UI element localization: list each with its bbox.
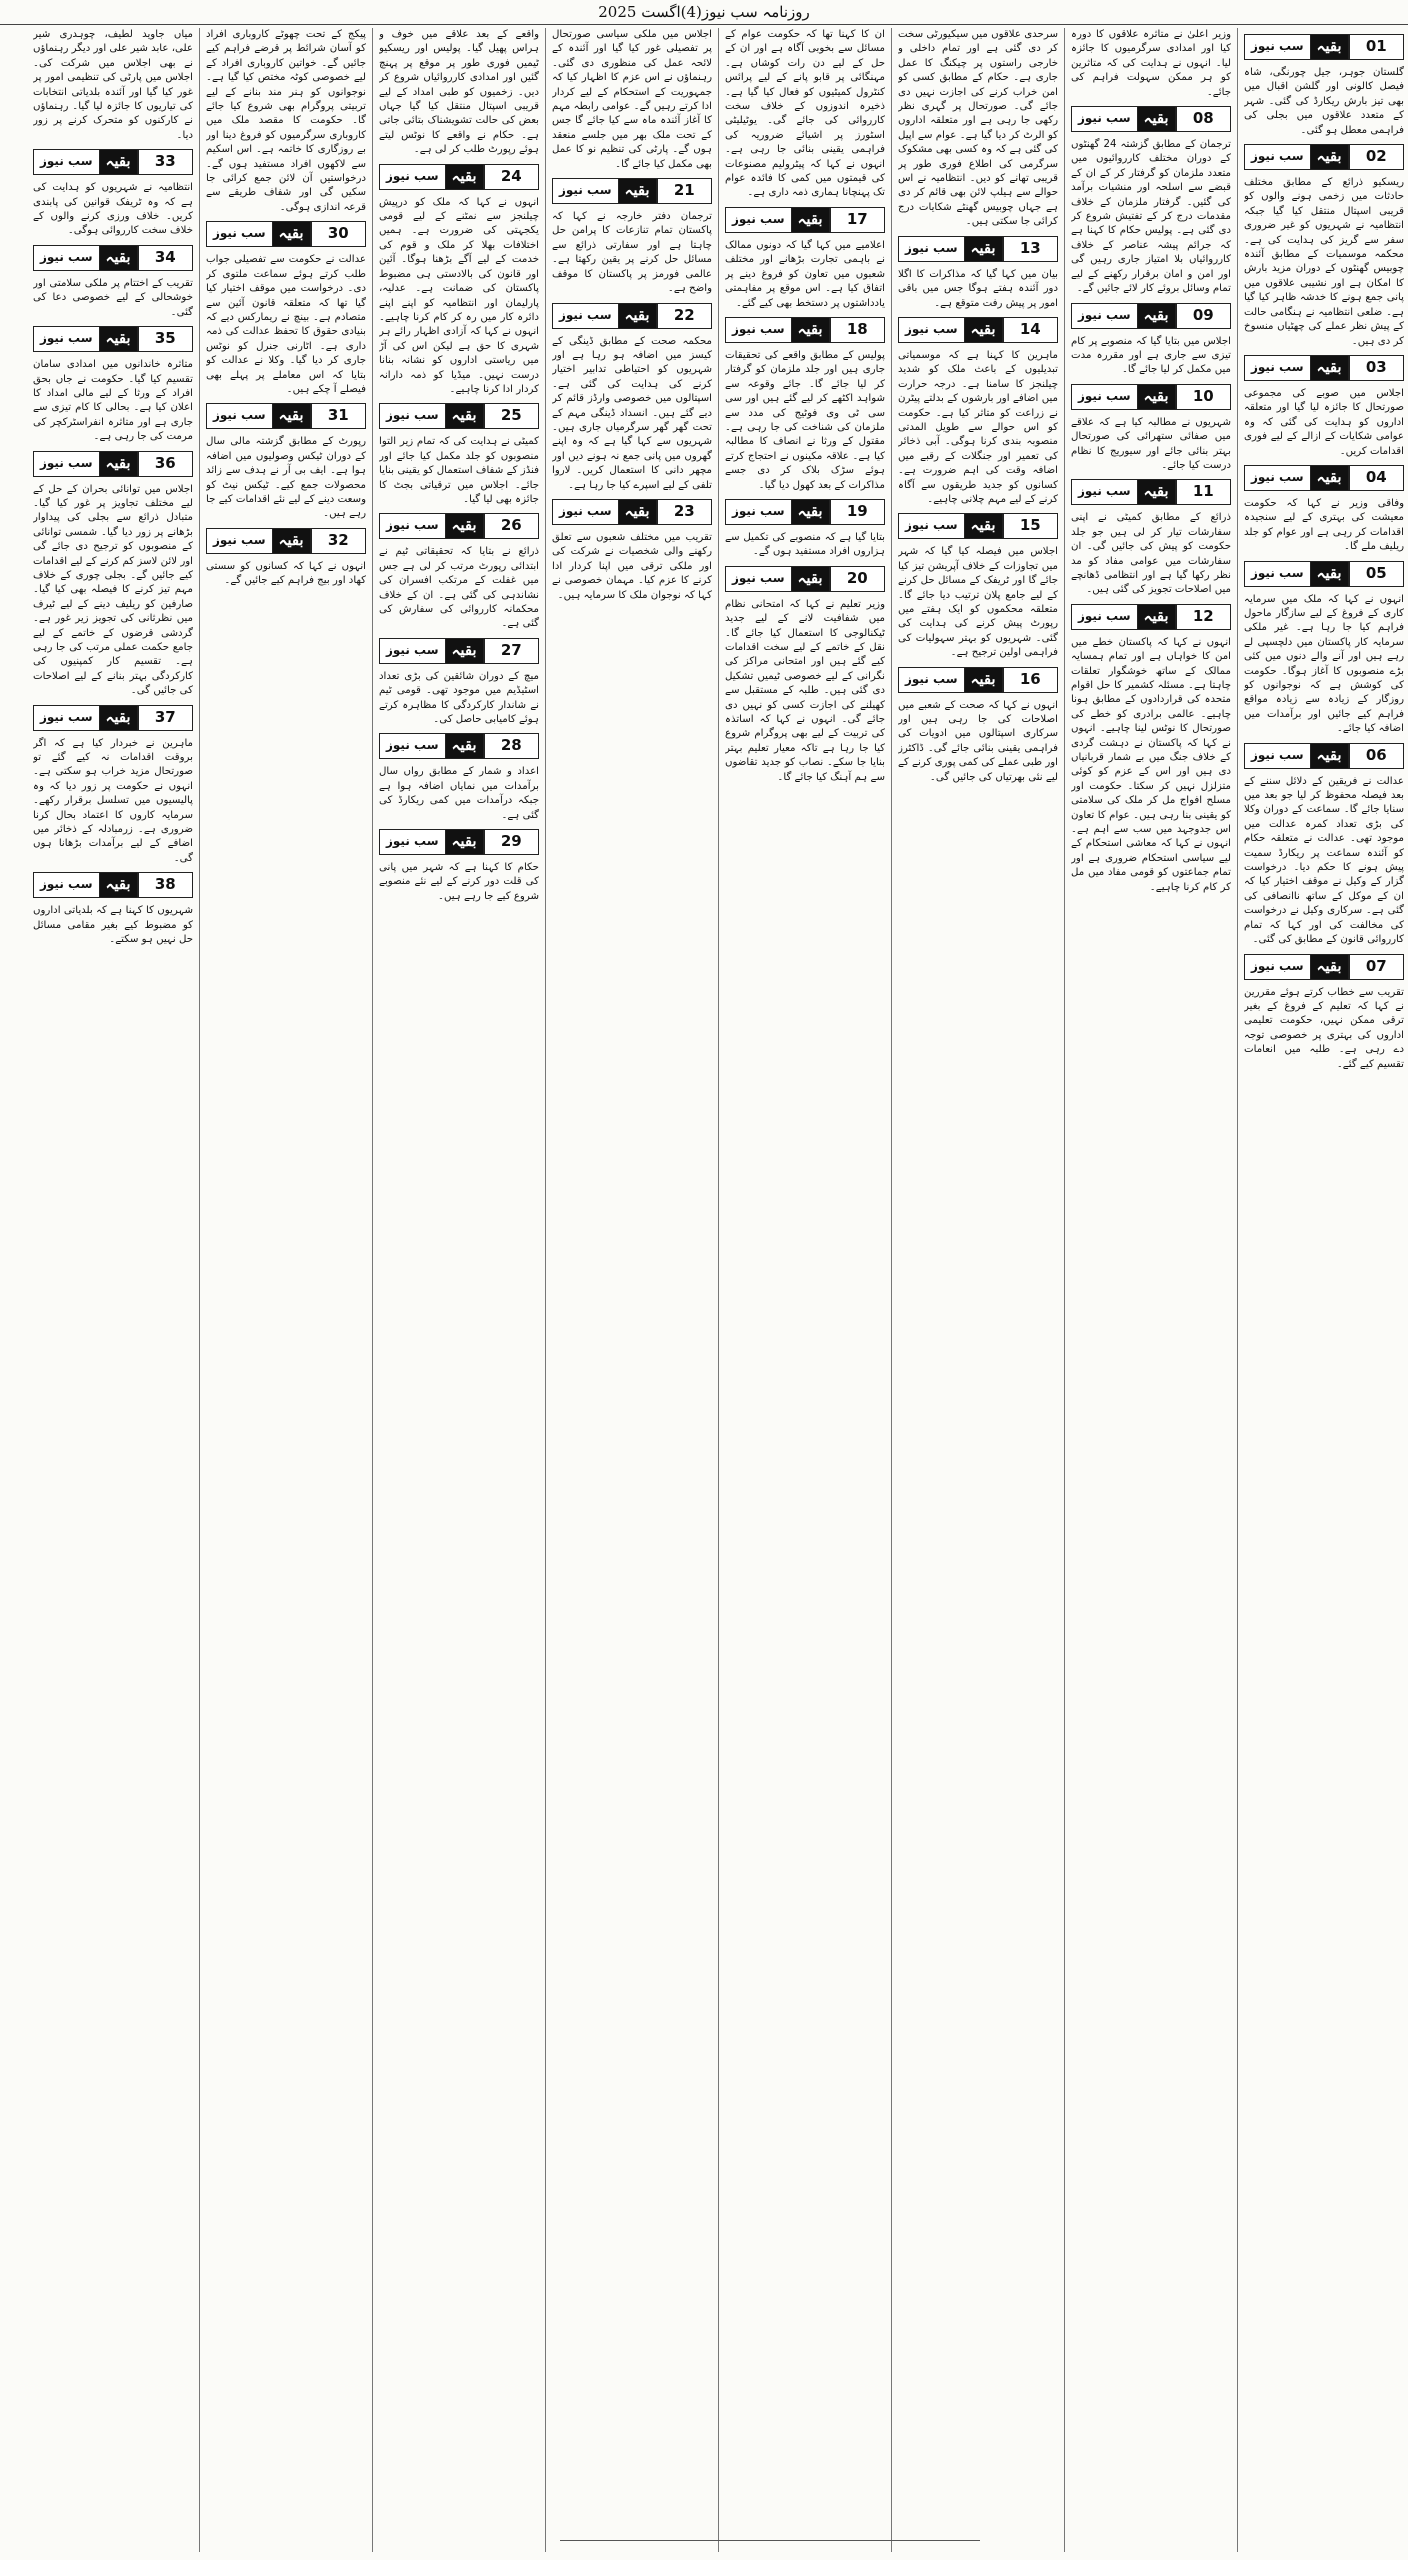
article-text: انہوں نے کہا کہ کسانوں کو سستی کھاد اور بیج فراہم کیے جائیں گے۔ [206,560,366,587]
baqiya-label: بقیہ [446,734,483,758]
baqiya-label: بقیہ [1311,356,1348,380]
article-text: گلستان جوہر، جیل چورنگی، شاہ فیصل کالونی اور گلشن اقبال میں بھی تیز بارش ریکارڈ کی گئی۔ شہر کے متعدد علاقوں میں بجلی کی فراہمی معطل ہو گئی۔ [1244,67,1404,136]
continuation-number: 32 [311,528,366,554]
brand-label: سب نیوز [207,529,273,553]
footer-rule [560,2540,980,2557]
continuation-number: 09 [1176,303,1231,329]
continuation-box [725,566,885,592]
column-divider [545,28,546,2552]
continuation-number: 12 [1176,604,1231,630]
baqiya-logo [552,499,657,525]
baqiya-label: بقیہ [965,668,1002,692]
column-2 [1071,28,1231,2552]
brand-label: سب نیوز [899,318,965,342]
article-text: پولیس کے مطابق واقعے کی تحقیقات جاری ہیں اور جلد ملزمان کو گرفتار کر لیا جائے گا۔ جائے وقوعہ سے شواہد اکٹھے کر لیے گئے ہیں اور سی سی ٹی وی فوٹیج کی مدد سے ملزمان کی شناخت کی جا رہی ہے۔ مقتول کے ورثا نے انصاف کا مطالبہ کیا ہے۔ علاقہ مکینوں نے احتجاج کرتے ہوئے سڑک بلاک کر دی جسے مذاکرات کے بعد کھول دیا گیا۔ [725,349,885,491]
baqiya-label: بقیہ [100,873,137,897]
continuation-box [898,513,1058,539]
baqiya-logo [33,326,138,352]
baqiya-logo [898,317,1003,343]
column-3 [898,28,1058,2552]
baqiya-label: بقیہ [100,150,137,174]
baqiya-logo [1244,355,1349,381]
continuation-number: 17 [830,207,885,233]
article-text: ماہرین نے خبردار کیا ہے کہ اگر بروقت اقدامات نہ کیے گئے تو صورتحال مزید خراب ہو سکتی ہے۔ انہوں نے حکومت پر زور دیا کہ وہ پالیسیوں میں تسلسل برقرار رکھے۔ سرمایہ کاروں کا اعتماد بحال کرنا ضروری ہے۔ زرمبادلہ کے ذخائر میں اضافے کے لیے برآمدات بڑھانا ہوں گی۔ [33,737,193,864]
article-text: پیکج کے تحت چھوٹے کاروباری افراد کو آسان شرائط پر قرضے فراہم کیے جائیں گے۔ خواتین کاروباری افراد کے لیے خصوصی کوٹہ مختص کیا گیا ہے۔ نوجوانوں کو ہنر مند بنانے کے لیے تربیتی پروگرام بھی شروع کیا جائے گا۔ حکومت کا مقصد ملک میں کاروباری سرگرمیوں کو فروغ دینا اور بے روزگاری کا خاتمہ ہے۔ اس اسکیم سے لاکھوں افراد مستفید ہوں گے۔ درخواستیں آن لائن جمع کرائی جا سکیں گی اور شفاف طریقے سے قرعہ اندازی ہوگی۔ [206,29,366,213]
continuation-number: 10 [1176,384,1231,410]
continuation-box [1244,144,1404,170]
brand-label: سب نیوز [34,327,100,351]
article-text: عدالت نے حکومت سے تفصیلی جواب طلب کرتے ہوئے سماعت ملتوی کر دی۔ درخواست میں موقف اختیار کیا گیا تھا کہ متعلقہ قانون آئین سے متصادم ہے۔ بینچ نے ریمارکس دیے کہ بنیادی حقوق کا تحفظ عدالت کی ذمہ داری ہے۔ اٹارنی جنرل کو نوٹس جاری کر دیا گیا۔ وکلا نے عدالت کو بتایا کہ اس معاملے پر پہلے بھی فیصلے آ چکے ہیں۔ [206,254,366,395]
continuation-box [1071,106,1231,132]
baqiya-logo [1244,34,1349,60]
continuation-number: 15 [1003,513,1058,539]
baqiya-logo [552,178,657,204]
baqiya-logo [552,303,657,329]
article-text: اعداد و شمار کے مطابق رواں سال برآمدات میں نمایاں اضافہ ہوا ہے جبکہ درآمدات میں کمی ریکارڈ کی گئی ہے۔ [379,766,539,821]
brand-label: سب نیوز [380,734,446,758]
article-text: انتظامیہ نے شہریوں کو ہدایت کی ہے کہ وہ ٹریفک قوانین کی پابندی کریں۔ خلاف ورزی کرنے والوں کے خلاف سخت کارروائی ہوگی۔ [33,182,193,237]
baqiya-logo [1244,561,1349,587]
brand-label: سب نیوز [34,150,100,174]
baqiya-logo [725,566,830,592]
brand-label: سب نیوز [899,237,965,261]
baqiya-label: بقیہ [446,404,483,428]
continuation-box [1244,561,1404,587]
baqiya-label: بقیہ [1138,480,1175,504]
baqiya-label: بقیہ [446,639,483,663]
continuation-box [379,829,539,855]
continuation-number: 35 [138,326,193,352]
baqiya-label: بقیہ [446,165,483,189]
continuation-box [379,638,539,664]
baqiya-logo [206,403,311,429]
continuation-box [206,221,366,247]
baqiya-logo [33,872,138,898]
brand-label: سب نیوز [380,165,446,189]
column-divider [1237,28,1238,2552]
continuation-number: 38 [138,872,193,898]
continuation-number: 30 [311,221,366,247]
article-text: میاں جاوید لطیف، چوہدری شیر علی، عابد شیر علی اور دیگر رہنماؤں نے بھی اجلاس میں شرکت کی۔ اجلاس میں پارٹی کی تنظیمی امور پر غور کیا گیا اور آئندہ بلدیاتی انتخابات کی تیاریوں کا جائزہ لیا گیا۔ رہنماؤں نے کارکنوں کو متحرک کرنے پر زور دیا۔ [33,29,193,141]
article-text: بتایا گیا ہے کہ منصوبے کی تکمیل سے ہزاروں افراد مستفید ہوں گے۔ [725,531,885,558]
column-4 [725,28,885,2552]
baqiya-logo [725,499,830,525]
brand-label: سب نیوز [380,514,446,538]
article-text: وفاقی وزیر نے کہا کہ حکومت معیشت کی بہتری کے لیے سنجیدہ اقدامات کر رہی ہے اور عوام کو جلد ریلیف ملے گا۔ [1244,497,1404,553]
brand-label: سب نیوز [1245,955,1311,979]
baqiya-label: بقیہ [965,514,1002,538]
article-text: تقریب میں مختلف شعبوں سے تعلق رکھنے والی شخصیات نے شرکت کی اور ملکی ترقی میں اپنا کردار ادا کرنے کا عزم کیا۔ مہمان خصوصی نے کہا کہ نوجوان ملک کا سرمایہ ہیں۔ [552,531,712,601]
continuation-box [898,667,1058,693]
brand-label: سب نیوز [380,404,446,428]
continuation-box [33,705,193,731]
article-text: انہوں نے کہا کہ پاکستان خطے میں امن کا خواہاں ہے اور تمام ہمسایہ ممالک کے ساتھ خوشگوار تعلقات چاہتا ہے۔ مسئلہ کشمیر کا حل اقوام متحدہ کی قراردادوں کے مطابق ہونا چاہیے۔ عالمی برادری کو خطے کی صورتحال کا نوٹس لینا چاہیے۔ انہوں نے کہا کہ پاکستان نے دہشت گردی کے خلاف جنگ میں بے شمار قربانیاں دی ہیں اور اس کے عزم کو کوئی متزلزل نہیں کر سکتا۔ حکومت اور مسلح افواج مل کر ملک کی سلامتی کو یقینی بنا رہی ہیں۔ عوام کا تعاون اس جدوجہد میں سب سے اہم ہے۔ انہوں نے کہا کہ معاشی استحکام کے لیے سیاسی استحکام ضروری ہے اور تمام جماعتوں کو قومی مفاد میں مل کر کام کرنا چاہیے۔ [1071,636,1231,893]
baqiya-logo [1071,479,1176,505]
article-text: ذرائع نے بتایا کہ تحقیقاتی ٹیم نے ابتدائی رپورٹ مرتب کر لی ہے جس میں غفلت کے مرتکب افسران کی نشاندہی کی گئی ہے۔ ان کے خلاف محکمانہ کارروائی کی سفارش کی گئی ہے۔ [379,546,539,630]
continuation-number: 24 [484,164,539,190]
baqiya-label: بقیہ [1311,35,1348,59]
continuation-box [1071,384,1231,410]
baqiya-logo [1071,604,1176,630]
article-text: ان کا کہنا تھا کہ حکومت عوام کے مسائل سے بخوبی آگاہ ہے اور ان کے حل کے لیے دن رات کوشاں ہے۔ مہنگائی پر قابو پانے کے لیے پرائس کنٹرول کمیٹیوں کو فعال کیا گیا ہے۔ ذخیرہ اندوزوں کے خلاف سخت کارروائی کی جائے گی۔ یوٹیلیٹی اسٹورز پر اشیائے ضروریہ کی فراہمی یقینی بنائی جا رہی ہے۔ انہوں نے کہا کہ پیٹرولیم مصنوعات کی قیمتوں میں کمی کا فائدہ عوام تک پہنچانا ہماری ذمہ داری ہے۔ [725,29,885,199]
continuation-box [898,236,1058,262]
baqiya-logo [33,705,138,731]
brand-label: سب نیوز [1072,385,1138,409]
baqiya-logo [379,513,484,539]
baqiya-logo [1244,144,1349,170]
baqiya-label: بقیہ [619,500,656,524]
baqiya-logo [1244,954,1349,980]
brand-label: سب نیوز [1072,605,1138,629]
baqiya-label: بقیہ [446,514,483,538]
continuation-box [552,499,712,525]
article-text: تقریب سے خطاب کرتے ہوئے مقررین نے کہا کہ تعلیم کے فروغ کے بغیر ترقی ممکن نہیں، حکومت تعلیمی اداروں کی بہتری پر خصوصی توجہ دے رہی ہے۔ طلبہ میں انعامات تقسیم کیے گئے۔ [1244,986,1404,1070]
baqiya-label: بقیہ [1138,107,1175,131]
brand-label: سب نیوز [1245,562,1311,586]
continuation-number: 08 [1176,106,1231,132]
article-text: متاثرہ خاندانوں میں امدادی سامان تقسیم کیا گیا۔ حکومت نے جاں بحق افراد کے ورثا کے لیے مالی امداد کا اعلان کیا ہے۔ بحالی کا کام تیزی سے جاری ہے اور متاثرہ انفراسٹرکچر کی مرمت کی جا رہی ہے۔ [33,359,193,443]
continuation-number: 11 [1176,479,1231,505]
baqiya-logo [898,236,1003,262]
brand-label: سب نیوز [726,208,792,232]
continuation-box [379,403,539,429]
baqiya-logo [33,245,138,271]
column-7 [206,28,366,2552]
continuation-box [1071,604,1231,630]
continuation-number: 20 [830,566,885,592]
continuation-number: 16 [1003,667,1058,693]
baqiya-label: بقیہ [792,208,829,232]
brand-label: سب نیوز [1072,304,1138,328]
baqiya-logo [33,149,138,175]
continuation-number: 27 [484,638,539,664]
baqiya-label: بقیہ [100,706,137,730]
continuation-number: 07 [1349,954,1404,980]
baqiya-label: بقیہ [792,318,829,342]
baqiya-label: بقیہ [446,830,483,854]
brand-label: سب نیوز [380,639,446,663]
continuation-number: 26 [484,513,539,539]
baqiya-label: بقیہ [1138,605,1175,629]
brand-label: سب نیوز [34,246,100,270]
brand-label: سب نیوز [207,222,273,246]
baqiya-label: بقیہ [965,318,1002,342]
brand-label: سب نیوز [553,304,619,328]
baqiya-label: بقیہ [100,452,137,476]
baqiya-logo [1071,106,1176,132]
brand-label: سب نیوز [1072,107,1138,131]
continuation-box [725,317,885,343]
continuation-box [33,149,193,175]
continuation-number: 13 [1003,236,1058,262]
article-text: ریسکیو ذرائع کے مطابق مختلف حادثات میں زخمی ہونے والوں کو قریبی اسپتال منتقل کیا گیا جبکہ انتظامیہ نے شہریوں کو غیر ضروری سفر سے گریز کی ہدایت کی ہے۔ محکمہ موسمیات کے مطابق آئندہ چوبیس گھنٹوں کے دوران مزید بارش کا امکان ہے اور نشیبی علاقوں میں پانی جمع ہونے کا خدشہ ظاہر کیا گیا ہے۔ ضلعی انتظامیہ نے ہنگامی حالت کے پیش نظر عملے کی چھٹیاں منسوخ کر دی ہیں۔ [1244,177,1404,347]
article-text: اجلاس میں فیصلہ کیا گیا کہ شہر میں تجاوزات کے خلاف آپریشن تیز کیا جائے گا اور ٹریفک کے مسائل حل کرنے کے لیے جامع پلان ترتیب دیا جائے گا۔ متعلقہ محکموں کو ایک ہفتے میں رپورٹ پیش کرنے کی ہدایت کی گئی۔ شہریوں کو بہتر سہولیات کی فراہمی اولین ترجیح ہے۔ [898,546,1058,659]
baqiya-logo [206,221,311,247]
continuation-box [1071,479,1231,505]
continuation-box [1244,954,1404,980]
continuation-box [1244,743,1404,769]
baqiya-logo [379,829,484,855]
continuation-box [552,178,712,204]
continuation-box [1244,465,1404,491]
brand-label: سب نیوز [1245,466,1311,490]
continuation-number: 05 [1349,561,1404,587]
baqiya-logo [1071,384,1176,410]
brand-label: سب نیوز [899,668,965,692]
continuation-box [379,733,539,759]
brand-label: سب نیوز [380,830,446,854]
article-text: رپورٹ کے مطابق گزشتہ مالی سال کے دوران ٹیکس وصولیوں میں اضافہ ہوا ہے۔ ایف بی آر نے ہدف سے زائد محصولات جمع کیے۔ ٹیکس نیٹ کو وسعت دینے کے لیے نئے اقدامات کیے جا رہے ہیں۔ [206,436,366,520]
continuation-box [898,317,1058,343]
baqiya-label: بقیہ [792,500,829,524]
baqiya-label: بقیہ [1311,466,1348,490]
continuation-number: 25 [484,403,539,429]
article-text: بیان میں کہا گیا کہ مذاکرات کا اگلا دور آئندہ ہفتے ہوگا جس میں باقی امور پر پیش رفت متوقع ہے۔ [898,268,1058,309]
brand-label: سب نیوز [726,500,792,524]
baqiya-label: بقیہ [1138,304,1175,328]
brand-label: سب نیوز [726,318,792,342]
brand-label: سب نیوز [553,500,619,524]
baqiya-label: بقیہ [1311,145,1348,169]
article-text: انہوں نے کہا کہ صحت کے شعبے میں اصلاحات کی جا رہی ہیں اور سرکاری اسپتالوں میں ادویات کی فراہمی یقینی بنائی جائے گی۔ ڈاکٹرز اور طبی عملے کی کمی پوری کرنے کے لیے نئی بھرتیاں کی جائیں گی۔ [898,699,1058,783]
article-text: ترجمان دفتر خارجہ نے کہا کہ پاکستان تمام تنازعات کا پرامن حل چاہتا ہے اور سفارتی ذرائع سے مسائل حل کرنے پر یقین رکھتا ہے۔ عالمی فورمز پر پاکستان کا موقف واضح ہے۔ [552,211,712,295]
article-text: عدالت نے فریقین کے دلائل سننے کے بعد فیصلہ محفوظ کر لیا جو بعد میں سنایا جائے گا۔ سماعت کے دوران وکلا کی بڑی تعداد کمرہ عدالت میں موجود تھی۔ عدالت نے متعلقہ حکام کو آئندہ سماعت پر ریکارڈ سمیت پیش ہونے کا حکم دیا۔ درخواست گزار کے وکیل نے موقف اختیار کیا کہ ان کے موکل کے ساتھ ناانصافی کی گئی ہے۔ سرکاری وکیل نے درخواست کی مخالفت کی اور کہا کہ تمام کارروائی قانون کے مطابق کی گئی۔ [1244,775,1404,946]
baqiya-label: بقیہ [273,222,310,246]
baqiya-logo [33,451,138,477]
column-8 [33,28,193,2552]
brand-label: سب نیوز [1245,356,1311,380]
brand-label: سب نیوز [553,179,619,203]
baqiya-label: بقیہ [100,327,137,351]
continuation-number: 19 [830,499,885,525]
masthead-title: روزنامہ سب نیوز(4)اگست 2025 [0,0,1408,25]
article-text: واقعے کے بعد علاقے میں خوف و ہراس پھیل گیا۔ پولیس اور ریسکیو ٹیمیں فوری طور پر موقع پر پہنچ گئیں اور امدادی کارروائیاں شروع کر دیں۔ زخمیوں کو طبی امداد کے لیے قریبی اسپتال منتقل کیا گیا جہاں بعض کی حالت تشویشناک بتائی جاتی ہے۔ حکام نے واقعے کا نوٹس لیتے ہوئے رپورٹ طلب کر لی ہے۔ [379,29,539,156]
article-text: اجلاس میں توانائی بحران کے حل کے لیے مختلف تجاویز پر غور کیا گیا۔ متبادل ذرائع سے بجلی کی پیداوار بڑھانے پر زور دیا گیا۔ شمسی توانائی کے منصوبوں کو ترجیح دی جائے گی اور لائن لاسز کم کرنے کے لیے اقدامات کیے جائیں گے۔ بجلی چوری کے خلاف مہم تیز کرنے کا فیصلہ بھی کیا گیا۔ صارفین کو ریلیف دینے کے لیے ٹیرف میں نظرثانی کی تجویز زیر غور ہے۔ گردشی قرضوں کے خاتمے کے لیے جامع حکمت عملی مرتب کی جا رہی ہے۔ تقسیم کار کمپنیوں کی کارکردگی بہتر بنانے کے لیے اصلاحات کی جائیں گی۔ [33,483,193,697]
article-text: شہریوں نے مطالبہ کیا ہے کہ علاقے میں صفائی ستھرائی کی صورتحال بہتر بنائی جائے اور سیوریج کا نظام درست کیا جائے۔ [1071,416,1231,471]
continuation-box [33,326,193,352]
continuation-box [379,513,539,539]
article-text: سرحدی علاقوں میں سیکیورٹی سخت کر دی گئی ہے اور تمام داخلی و خارجی راستوں پر چیکنگ کا عمل جاری ہے۔ حکام کے مطابق کسی کو امن خراب کرنے کی اجازت نہیں دی جائے گی۔ صورتحال پر گہری نظر رکھی جا رہی ہے اور متعلقہ اداروں کو الرٹ کر دیا گیا ہے۔ عوام سے اپیل کی گئی ہے کہ وہ کسی بھی مشکوک سرگرمی کی اطلاع فوری طور پر قریبی تھانے کو دیں۔ انتظامیہ نے اس حوالے سے ہیلپ لائن بھی قائم کر دی ہے جہاں چوبیس گھنٹے شکایات درج کرائی جا سکتی ہیں۔ [898,29,1058,228]
continuation-number: 03 [1349,355,1404,381]
article-text: انہوں نے کہا کہ ملک کو درپیش چیلنجز سے نمٹنے کے لیے قومی یکجہتی کی ضرورت ہے۔ ہمیں اختلافات بھلا کر ملک و قوم کی خدمت کے لیے آگے بڑھنا ہوگا۔ آئین اور قانون کی بالادستی ہی مضبوط پاکستان کی ضمانت ہے۔ عدلیہ، پارلیمان اور انتظامیہ کو اپنے اپنے دائرہ کار میں رہ کر کام کرنا چاہیے۔ انہوں نے کہا کہ آزادی اظہار رائے ہر شہری کا حق ہے لیکن اس کی آڑ میں ریاستی اداروں کو نشانہ بنانا درست نہیں۔ میڈیا کو ذمہ دارانہ کردار ادا کرنا چاہیے۔ [379,196,539,395]
continuation-number: 31 [311,403,366,429]
baqiya-label: بقیہ [619,179,656,203]
continuation-number: 29 [484,829,539,855]
brand-label: سب نیوز [34,452,100,476]
brand-label: سب نیوز [899,514,965,538]
brand-label: سب نیوز [1245,744,1311,768]
column-5 [552,28,712,2552]
article-text: اجلاس میں بتایا گیا کہ منصوبے پر کام تیزی سے جاری ہے اور مقررہ مدت میں مکمل کر لیا جائے گا۔ [1071,335,1231,376]
continuation-number: 36 [138,451,193,477]
continuation-number: 21 [657,178,712,204]
continuation-box [725,499,885,525]
column-divider [1064,28,1065,2552]
continuation-number: 18 [830,317,885,343]
brand-label: سب نیوز [34,706,100,730]
continuation-number: 01 [1349,34,1404,60]
baqiya-logo [379,164,484,190]
continuation-box [33,245,193,271]
baqiya-logo [1071,303,1176,329]
continuation-box [552,303,712,329]
baqiya-label: بقیہ [273,529,310,553]
brand-label: سب نیوز [34,873,100,897]
column-1 [1244,28,1404,2552]
continuation-number: 02 [1349,144,1404,170]
article-text: شہریوں کا کہنا ہے کہ بلدیاتی اداروں کو مضبوط کیے بغیر مقامی مسائل حل نہیں ہو سکتے۔ [33,905,193,946]
baqiya-label: بقیہ [100,246,137,270]
article-text: محکمہ صحت کے مطابق ڈینگی کے کیسز میں اضافہ ہو رہا ہے اور شہریوں کو احتیاطی تدابیر اختیار کرنے کی ہدایت کی گئی ہے۔ اسپتالوں میں خصوصی وارڈز قائم کر دیے گئے ہیں۔ انسداد ڈینگی مہم کے تحت گھر گھر سرگرمیاں جاری ہیں۔ شہریوں سے کہا گیا ہے کہ وہ اپنے گھروں میں پانی جمع نہ ہونے دیں اور مچھر دانی کا استعمال کریں۔ لاروا تلفی کے لیے اسپرے کیا جا رہا ہے۔ [552,335,712,491]
brand-label: سب نیوز [207,404,273,428]
article-text: وزیر اعلیٰ نے متاثرہ علاقوں کا دورہ کیا اور امدادی سرگرمیوں کا جائزہ لیا۔ انہوں نے ہدایت کی کہ متاثرین کو ہر ممکن سہولت فراہم کی جائے۔ [1071,29,1231,98]
baqiya-logo [379,638,484,664]
continuation-number: 04 [1349,465,1404,491]
continuation-number: 34 [138,245,193,271]
continuation-box [206,528,366,554]
article-text: ذرائع کے مطابق کمیٹی نے اپنی سفارشات تیار کر لی ہیں جو جلد حکومت کو پیش کی جائیں گی۔ ان سفارشات میں عوامی مفاد کو مد نظر رکھا گیا ہے اور انتظامی ڈھانچے میں اصلاحات تجویز کی گئی ہیں۔ [1071,512,1231,596]
baqiya-logo [206,528,311,554]
baqiya-label: بقیہ [1138,385,1175,409]
baqiya-logo [725,207,830,233]
brand-label: سب نیوز [1245,35,1311,59]
brand-label: سب نیوز [726,567,792,591]
column-divider [199,28,200,2552]
baqiya-logo [898,667,1003,693]
article-text: اجلاس میں صوبے کی مجموعی صورتحال کا جائزہ لیا گیا اور متعلقہ اداروں کو ہدایت کی گئی کہ وہ عوامی شکایات کے ازالے کے لیے فوری اقدامات کریں۔ [1244,387,1404,457]
baqiya-logo [379,403,484,429]
baqiya-logo [1244,743,1349,769]
baqiya-logo [379,733,484,759]
baqiya-label: بقیہ [1311,562,1348,586]
article-text: ماہرین کا کہنا ہے کہ موسمیاتی تبدیلیوں کے باعث ملک کو شدید چیلنجز کا سامنا ہے۔ درجہ حرارت میں اضافے اور بارشوں کے بدلتے پیٹرن نے زراعت کو متاثر کیا ہے۔ حکومت کو اس حوالے سے طویل المدتی منصوبہ بندی کرنا ہوگی۔ آبی ذخائر کی تعمیر اور جنگلات کے رقبے میں اضافہ وقت کی اہم ضرورت ہے۔ کسانوں کو جدید طریقوں سے آگاہ کرنے کے لیے مہم چلانی چاہیے۔ [898,349,1058,505]
article-text: میچ کے دوران شائقین کی بڑی تعداد اسٹیڈیم میں موجود تھی۔ قومی ٹیم نے شاندار کارکردگی کا مظاہرہ کرتے ہوئے کامیابی حاصل کی۔ [379,670,539,726]
continuation-box [725,207,885,233]
continuation-number: 06 [1349,743,1404,769]
continuation-box [33,451,193,477]
baqiya-logo [725,317,830,343]
baqiya-label: بقیہ [792,567,829,591]
baqiya-label: بقیہ [1311,744,1348,768]
baqiya-logo [898,513,1003,539]
baqiya-label: بقیہ [1311,955,1348,979]
column-divider [891,28,892,2552]
article-text: حکام کا کہنا ہے کہ شہر میں پانی کی قلت دور کرنے کے لیے نئے منصوبے شروع کیے جا رہے ہیں۔ [379,862,539,902]
continuation-box [206,403,366,429]
continuation-number: 28 [484,733,539,759]
continuation-box [379,164,539,190]
continuation-box [1244,34,1404,60]
article-text: انہوں نے کہا کہ ملک میں سرمایہ کاری کے فروغ کے لیے سازگار ماحول فراہم کیا جا رہا ہے۔ غیر ملکی سرمایہ کار پاکستان میں دلچسپی لے رہے ہیں اور آنے والے دنوں میں کئی بڑے منصوبوں کا آغاز ہوگا۔ حکومت کی کوشش ہے کہ نوجوانوں کو روزگار کے زیادہ سے زیادہ مواقع فراہم کیے جائیں اور برآمدات میں اضافہ کیا جائے۔ [1244,593,1404,735]
continuation-number: 33 [138,149,193,175]
continuation-box [1244,355,1404,381]
continuation-number: 37 [138,705,193,731]
article-text: تقریب کے اختتام پر ملکی سلامتی اور خوشحالی کے لیے خصوصی دعا کی گئی۔ [33,277,193,318]
article-text: وزیر تعلیم نے کہا کہ امتحانی نظام میں شفافیت لانے کے لیے جدید ٹیکنالوجی کا استعمال کیا جائے گا۔ نقل کے خاتمے کے لیے سخت اقدامات کیے گئے ہیں اور امتحانی مراکز کی نگرانی کے لیے خصوصی ٹیمیں تشکیل دی گئی ہیں۔ طلبہ کے مستقبل سے کھیلنے کی اجازت کسی کو نہیں دی جائے گی۔ انہوں نے کہا کہ اساتذہ کی تربیت کے لیے بھی پروگرام شروع کیا جا رہا ہے تاکہ معیار تعلیم بہتر بنایا جا سکے۔ نصاب کو جدید تقاضوں سے ہم آہنگ کیا جائے گا۔ [725,598,885,783]
baqiya-logo [1244,465,1349,491]
column-divider [372,28,373,2552]
article-text: اجلاس میں ملکی سیاسی صورتحال پر تفصیلی غور کیا گیا اور آئندہ کے لائحہ عمل کی منظوری دی گئی۔ رہنماؤں نے اس عزم کا اظہار کیا کہ جمہوریت کے استحکام کے لیے کردار ادا کرتے رہیں گے۔ عوامی رابطہ مہم کا آغاز آئندہ ماہ سے کیا جائے گا جس کے تحت ملک بھر میں جلسے منعقد ہوں گے۔ پارٹی کی تنظیم نو کا عمل بھی مکمل کیا جائے گا۔ [552,29,712,170]
continuation-number: 22 [657,303,712,329]
continuation-box [33,872,193,898]
column-6 [379,28,539,2552]
brand-label: سب نیوز [1072,480,1138,504]
continuation-number: 14 [1003,317,1058,343]
article-text: ترجمان کے مطابق گزشتہ 24 گھنٹوں کے دوران مختلف کارروائیوں میں متعدد ملزمان کو گرفتار کر کے ان کے قبضے سے اسلحہ اور منشیات برآمد کی گئیں۔ گرفتار ملزمان کے خلاف مقدمات درج کر کے تفتیش شروع کر دی گئی ہے۔ پولیس حکام کا کہنا ہے کہ جرائم پیشہ عناصر کے خلاف کارروائیاں بلا امتیاز جاری رہیں گی اور امن و امان برقرار رکھنے کے لیے تمام وسائل بروئے کار لائے جائیں گے۔ [1071,139,1231,295]
article-text: اعلامیے میں کہا گیا کہ دونوں ممالک نے باہمی تجارت بڑھانے اور مختلف شعبوں میں تعاون کو فروغ دینے پر اتفاق کیا ہے۔ اس موقع پر مفاہمتی یادداشتوں پر دستخط بھی کیے گئے۔ [725,239,885,309]
continuation-number: 23 [657,499,712,525]
brand-label: سب نیوز [1245,145,1311,169]
baqiya-label: بقیہ [965,237,1002,261]
baqiya-label: بقیہ [273,404,310,428]
article-text: کمیٹی نے ہدایت کی کہ تمام زیر التوا منصوبوں کو جلد مکمل کیا جائے اور فنڈز کے شفاف استعمال کو یقینی بنایا جائے۔ اجلاس میں ترقیاتی بجٹ کا جائزہ بھی لیا گیا۔ [379,436,539,505]
baqiya-label: بقیہ [619,304,656,328]
column-divider [718,28,719,2552]
continuation-box [1071,303,1231,329]
